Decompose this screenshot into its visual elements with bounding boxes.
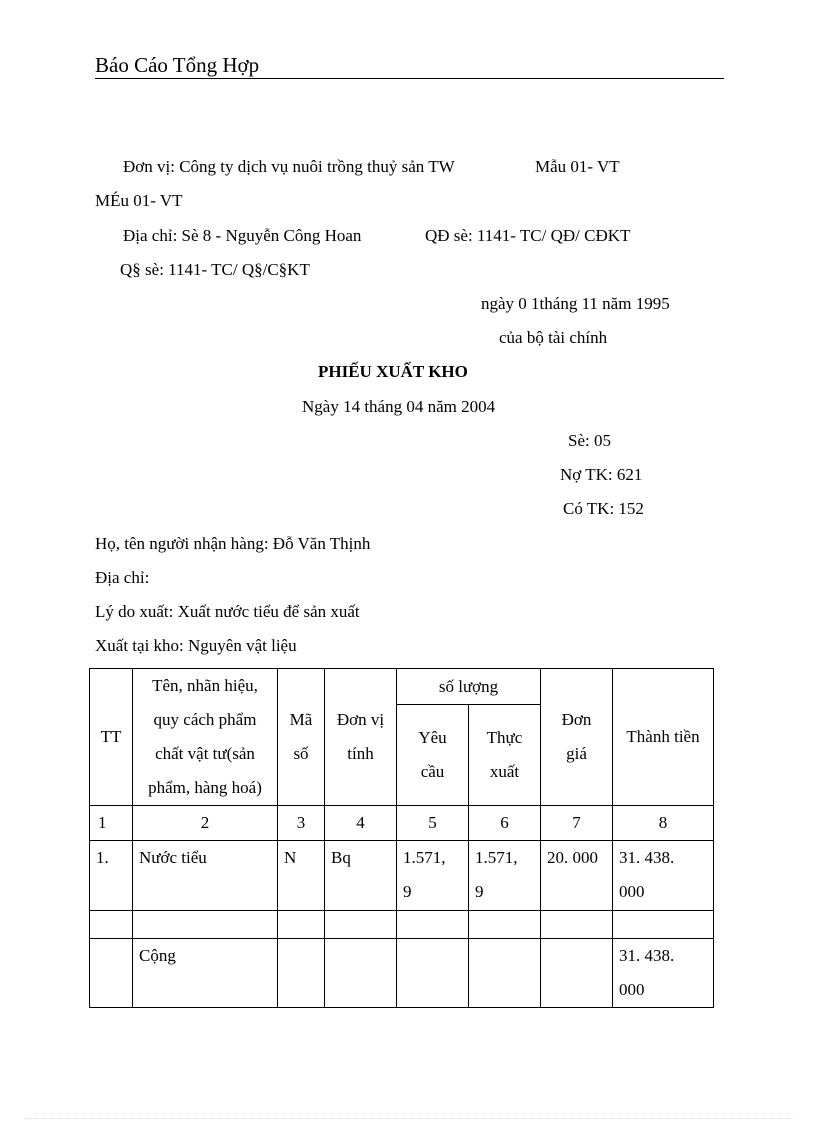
header-requested-line: Yêu [418, 728, 447, 747]
decision-garbled: Q§ sè: 1141- TC/ Q§/C§KT [120, 260, 310, 279]
col-number: 1 [90, 806, 133, 841]
total-row [90, 939, 714, 1008]
voucher-date: Ngày 14 tháng 04 năm 2004 [302, 397, 496, 416]
header-item-name-line: quy cách phẩm [153, 710, 257, 729]
header-unit-line: tính [347, 744, 374, 763]
header-actual-line: Thực [486, 728, 523, 747]
header-unit [325, 669, 397, 806]
total-label: Cộng [133, 939, 278, 1008]
header-requested [397, 705, 469, 806]
page-bottom-edge [24, 1118, 794, 1119]
page-header-title: Báo Cáo Tổng Hợp [95, 53, 260, 77]
form-code: Mẫu 01- VT [535, 157, 620, 176]
header-price-line: giá [566, 744, 587, 763]
empty-row [90, 911, 714, 939]
header-price-line: Đơn [561, 710, 592, 729]
total-amount-line: 000 [619, 980, 645, 999]
row-actual [469, 841, 541, 911]
header-rule [95, 78, 724, 79]
issued-by: của bộ tài chính [499, 328, 608, 347]
header-item-name-line: Tên, nhãn hiệu, [152, 676, 258, 695]
credit-account: Có TK: 152 [563, 499, 644, 518]
row-amount-line: 000 [619, 882, 645, 901]
row-tt: 1. [90, 841, 133, 911]
voucher-title: PHIẾU XUẤT KHO [318, 362, 468, 381]
header-code [278, 669, 325, 806]
row-unit: Bq [325, 841, 397, 911]
header-requested-line: cầu [420, 762, 445, 781]
header-code-line: số [293, 744, 309, 763]
header-item-name-line: chất vật tư(sản [155, 744, 255, 763]
column-number-row [90, 806, 714, 841]
header-actual [469, 705, 541, 806]
col-number: 2 [133, 806, 278, 841]
header-amount: Thành tiền [613, 669, 714, 806]
voucher-number: Sè: 05 [568, 431, 611, 450]
goods-table [89, 668, 714, 1008]
col-number: 5 [397, 806, 469, 841]
col-number: 6 [469, 806, 541, 841]
issued-date: ngày 0 1tháng 11 năm 1995 [481, 294, 670, 313]
header-tt: TT [90, 669, 133, 806]
total-amount-line: 31. 438. [619, 946, 675, 965]
col-number: 8 [613, 806, 714, 841]
recipient-name: Họ, tên người nhận hàng: Đỗ Văn Thịnh [95, 534, 371, 553]
form-code-garbled: MÉu 01- VT [95, 191, 183, 210]
row-actual-line: 9 [475, 882, 484, 901]
header-quantity: số lượng [397, 669, 541, 705]
header-item-name [133, 669, 278, 806]
decision-line: QĐ sè: 1141- TC/ QĐ/ CĐKT [425, 226, 631, 245]
total-amount [613, 939, 714, 1008]
col-number: 7 [541, 806, 613, 841]
row-actual-line: 1.571, [475, 848, 518, 867]
row-requested-line: 1.571, [403, 848, 446, 867]
header-unit-price [541, 669, 613, 806]
row-requested-line: 9 [403, 882, 412, 901]
header-actual-line: xuất [489, 762, 520, 781]
col-number: 3 [278, 806, 325, 841]
row-amount [613, 841, 714, 911]
row-item-name: Nước tiểu [133, 841, 278, 911]
row-code: N [278, 841, 325, 911]
table-row [90, 841, 714, 911]
issue-reason: Lý do xuất: Xuất nước tiểu để sản xuất [95, 602, 360, 621]
header-item-name-line: phẩm, hàng hoá) [148, 778, 262, 797]
col-number: 4 [325, 806, 397, 841]
unit-line: Đơn vị: Công ty dịch vụ nuôi trồng thuỷ sản TW [123, 157, 455, 176]
recipient-address: Địa chỉ: [95, 568, 150, 587]
warehouse-line: Xuất tại kho: Nguyên vật liệu [95, 636, 297, 655]
header-unit-line: Đơn vị [336, 710, 385, 729]
debit-account: Nợ TK: 621 [560, 465, 643, 484]
row-amount-line: 31. 438. [619, 848, 675, 867]
row-unit-price: 20. 000 [541, 841, 613, 911]
address-line: Địa chỉ: Sè 8 - Nguyễn Công Hoan [123, 226, 362, 245]
row-requested [397, 841, 469, 911]
header-code-line: Mã [289, 710, 313, 729]
